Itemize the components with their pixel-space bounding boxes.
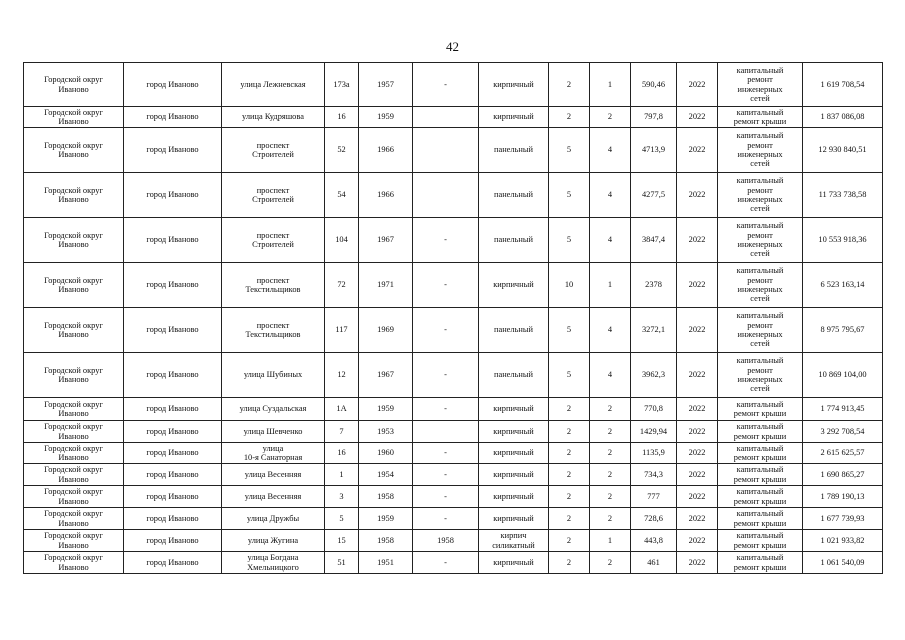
plan-year-cell: 2022	[677, 353, 718, 398]
work-type-cell: капитальный ремонт крыши	[718, 552, 803, 574]
city-cell: город Иваново	[124, 443, 222, 464]
district-cell: Городской округ Иваново	[24, 263, 124, 308]
street-cell: улица Весенняя	[222, 486, 325, 508]
house-number-cell: 117	[325, 308, 359, 353]
floors-cell: 10	[549, 263, 590, 308]
year-built-cell: 1966	[359, 128, 413, 173]
cost-cell: 2 615 625,57	[803, 443, 883, 464]
district-cell: Городской округ Иваново	[24, 530, 124, 552]
table-row	[24, 173, 883, 218]
entrances-cell: 4	[590, 128, 631, 173]
area-cell: 3272,1	[631, 308, 677, 353]
area-cell: 777	[631, 486, 677, 508]
city-cell: город Иваново	[124, 128, 222, 173]
year-reconstructed-cell	[413, 173, 479, 218]
entrances-cell: 2	[590, 552, 631, 574]
wall-material-cell: кирпичный	[479, 464, 549, 486]
street-cell: улица Богдана Хмельницкого	[222, 552, 325, 574]
year-built-cell: 1958	[359, 486, 413, 508]
floors-cell: 2	[549, 63, 590, 107]
house-number-cell: 1	[325, 464, 359, 486]
wall-material-cell: кирпичный	[479, 443, 549, 464]
work-type-cell: капитальный ремонт инженерных сетей	[718, 263, 803, 308]
house-number-cell: 54	[325, 173, 359, 218]
city-cell: город Иваново	[124, 308, 222, 353]
entrances-cell: 4	[590, 353, 631, 398]
year-built-cell: 1959	[359, 398, 413, 421]
entrances-cell: 2	[590, 421, 631, 443]
street-cell: проспект Текстильщиков	[222, 308, 325, 353]
table-row	[24, 218, 883, 263]
city-cell: город Иваново	[124, 218, 222, 263]
entrances-cell: 4	[590, 308, 631, 353]
city-cell: город Иваново	[124, 398, 222, 421]
area-cell: 1135,9	[631, 443, 677, 464]
area-cell: 728,6	[631, 508, 677, 530]
wall-material-cell: кирпичный	[479, 508, 549, 530]
year-built-cell: 1953	[359, 421, 413, 443]
entrances-cell: 2	[590, 443, 631, 464]
city-cell: город Иваново	[124, 530, 222, 552]
table-body	[24, 63, 883, 574]
street-cell: улица Весенняя	[222, 464, 325, 486]
floors-cell: 5	[549, 218, 590, 263]
house-number-cell: 5	[325, 508, 359, 530]
cost-cell: 1 061 540,09	[803, 552, 883, 574]
table-row	[24, 398, 883, 421]
year-built-cell: 1971	[359, 263, 413, 308]
table-row	[24, 421, 883, 443]
work-type-cell: капитальный ремонт инженерных сетей	[718, 353, 803, 398]
table-row	[24, 128, 883, 173]
district-cell: Городской округ Иваново	[24, 63, 124, 107]
house-number-cell: 104	[325, 218, 359, 263]
street-cell: улица Кудряшова	[222, 107, 325, 128]
floors-cell: 2	[549, 107, 590, 128]
plan-year-cell: 2022	[677, 552, 718, 574]
year-built-cell: 1960	[359, 443, 413, 464]
plan-year-cell: 2022	[677, 128, 718, 173]
house-number-cell: 1А	[325, 398, 359, 421]
entrances-cell: 2	[590, 398, 631, 421]
street-cell: проспект Строителей	[222, 128, 325, 173]
district-cell: Городской округ Иваново	[24, 128, 124, 173]
street-cell: улица Шубиных	[222, 353, 325, 398]
house-number-cell: 173а	[325, 63, 359, 107]
entrances-cell: 1	[590, 530, 631, 552]
table-row	[24, 107, 883, 128]
house-number-cell: 16	[325, 443, 359, 464]
district-cell: Городской округ Иваново	[24, 218, 124, 263]
city-cell: город Иваново	[124, 552, 222, 574]
work-type-cell: капитальный ремонт крыши	[718, 464, 803, 486]
cost-cell: 1 837 086,08	[803, 107, 883, 128]
cost-cell: 8 975 795,67	[803, 308, 883, 353]
area-cell: 2378	[631, 263, 677, 308]
cost-cell: 12 930 840,51	[803, 128, 883, 173]
floors-cell: 2	[549, 552, 590, 574]
street-cell: улица 10-я Санаторная	[222, 443, 325, 464]
area-cell: 3962,3	[631, 353, 677, 398]
year-reconstructed-cell: -	[413, 263, 479, 308]
floors-cell: 2	[549, 443, 590, 464]
year-reconstructed-cell: -	[413, 552, 479, 574]
table-row	[24, 353, 883, 398]
cost-cell: 1 021 933,82	[803, 530, 883, 552]
housing-repair-table	[23, 62, 883, 574]
table-row	[24, 552, 883, 574]
street-cell: улица Суздальская	[222, 398, 325, 421]
year-built-cell: 1951	[359, 552, 413, 574]
area-cell: 797,8	[631, 107, 677, 128]
year-built-cell: 1967	[359, 218, 413, 263]
year-reconstructed-cell: -	[413, 398, 479, 421]
floors-cell: 2	[549, 486, 590, 508]
work-type-cell: капитальный ремонт инженерных сетей	[718, 128, 803, 173]
district-cell: Городской округ Иваново	[24, 107, 124, 128]
plan-year-cell: 2022	[677, 464, 718, 486]
area-cell: 4713,9	[631, 128, 677, 173]
floors-cell: 5	[549, 308, 590, 353]
year-reconstructed-cell	[413, 421, 479, 443]
city-cell: город Иваново	[124, 464, 222, 486]
work-type-cell: капитальный ремонт крыши	[718, 530, 803, 552]
work-type-cell: капитальный ремонт инженерных сетей	[718, 218, 803, 263]
area-cell: 4277,5	[631, 173, 677, 218]
table-row	[24, 486, 883, 508]
year-reconstructed-cell: -	[413, 486, 479, 508]
floors-cell: 2	[549, 464, 590, 486]
floors-cell: 5	[549, 173, 590, 218]
work-type-cell: капитальный ремонт крыши	[718, 107, 803, 128]
area-cell: 770,8	[631, 398, 677, 421]
street-cell: улица Лежневская	[222, 63, 325, 107]
year-reconstructed-cell: -	[413, 464, 479, 486]
cost-cell: 6 523 163,14	[803, 263, 883, 308]
work-type-cell: капитальный ремонт инженерных сетей	[718, 308, 803, 353]
floors-cell: 5	[549, 353, 590, 398]
district-cell: Городской округ Иваново	[24, 398, 124, 421]
table-row	[24, 508, 883, 530]
year-reconstructed-cell: -	[413, 353, 479, 398]
plan-year-cell: 2022	[677, 486, 718, 508]
district-cell: Городской округ Иваново	[24, 552, 124, 574]
city-cell: город Иваново	[124, 421, 222, 443]
street-cell: улица Дружбы	[222, 508, 325, 530]
area-cell: 1429,94	[631, 421, 677, 443]
entrances-cell: 1	[590, 263, 631, 308]
house-number-cell: 3	[325, 486, 359, 508]
wall-material-cell: панельный	[479, 308, 549, 353]
year-built-cell: 1959	[359, 508, 413, 530]
plan-year-cell: 2022	[677, 308, 718, 353]
house-number-cell: 52	[325, 128, 359, 173]
house-number-cell: 7	[325, 421, 359, 443]
house-number-cell: 51	[325, 552, 359, 574]
year-reconstructed-cell: -	[413, 63, 479, 107]
work-type-cell: капитальный ремонт инженерных сетей	[718, 63, 803, 107]
entrances-cell: 4	[590, 173, 631, 218]
floors-cell: 2	[549, 398, 590, 421]
entrances-cell: 2	[590, 508, 631, 530]
wall-material-cell: панельный	[479, 353, 549, 398]
house-number-cell: 15	[325, 530, 359, 552]
district-cell: Городской округ Иваново	[24, 464, 124, 486]
wall-material-cell: кирпичный	[479, 107, 549, 128]
year-reconstructed-cell	[413, 128, 479, 173]
page-number: 42	[446, 39, 459, 54]
city-cell: город Иваново	[124, 107, 222, 128]
year-built-cell: 1957	[359, 63, 413, 107]
year-reconstructed-cell: -	[413, 508, 479, 530]
area-cell: 443,8	[631, 530, 677, 552]
work-type-cell: капитальный ремонт крыши	[718, 486, 803, 508]
floors-cell: 5	[549, 128, 590, 173]
wall-material-cell: панельный	[479, 128, 549, 173]
wall-material-cell: кирпичный	[479, 398, 549, 421]
house-number-cell: 16	[325, 107, 359, 128]
table-row	[24, 443, 883, 464]
cost-cell: 11 733 738,58	[803, 173, 883, 218]
wall-material-cell: кирпичный	[479, 486, 549, 508]
year-built-cell: 1969	[359, 308, 413, 353]
plan-year-cell: 2022	[677, 508, 718, 530]
year-reconstructed-cell	[413, 107, 479, 128]
house-number-cell: 72	[325, 263, 359, 308]
district-cell: Городской округ Иваново	[24, 443, 124, 464]
district-cell: Городской округ Иваново	[24, 173, 124, 218]
plan-year-cell: 2022	[677, 398, 718, 421]
work-type-cell: капитальный ремонт крыши	[718, 421, 803, 443]
wall-material-cell: кирпичный	[479, 63, 549, 107]
entrances-cell: 2	[590, 107, 631, 128]
plan-year-cell: 2022	[677, 173, 718, 218]
area-cell: 734,3	[631, 464, 677, 486]
entrances-cell: 1	[590, 63, 631, 107]
street-cell: проспект Строителей	[222, 173, 325, 218]
cost-cell: 1 789 190,13	[803, 486, 883, 508]
cost-cell: 1 677 739,93	[803, 508, 883, 530]
year-built-cell: 1959	[359, 107, 413, 128]
plan-year-cell: 2022	[677, 107, 718, 128]
wall-material-cell: панельный	[479, 218, 549, 263]
street-cell: проспект Строителей	[222, 218, 325, 263]
work-type-cell: капитальный ремонт крыши	[718, 398, 803, 421]
year-reconstructed-cell: -	[413, 218, 479, 263]
plan-year-cell: 2022	[677, 421, 718, 443]
city-cell: город Иваново	[124, 353, 222, 398]
table-row	[24, 464, 883, 486]
district-cell: Городской округ Иваново	[24, 421, 124, 443]
district-cell: Городской округ Иваново	[24, 353, 124, 398]
table-row	[24, 263, 883, 308]
table-row	[24, 530, 883, 552]
cost-cell: 10 553 918,36	[803, 218, 883, 263]
district-cell: Городской округ Иваново	[24, 308, 124, 353]
year-reconstructed-cell: -	[413, 308, 479, 353]
plan-year-cell: 2022	[677, 63, 718, 107]
cost-cell: 1 619 708,54	[803, 63, 883, 107]
floors-cell: 2	[549, 508, 590, 530]
area-cell: 3847,4	[631, 218, 677, 263]
wall-material-cell: кирпичный	[479, 421, 549, 443]
work-type-cell: капитальный ремонт инженерных сетей	[718, 173, 803, 218]
entrances-cell: 4	[590, 218, 631, 263]
entrances-cell: 2	[590, 464, 631, 486]
floors-cell: 2	[549, 530, 590, 552]
city-cell: город Иваново	[124, 173, 222, 218]
entrances-cell: 2	[590, 486, 631, 508]
street-cell: улица Жугина	[222, 530, 325, 552]
wall-material-cell: панельный	[479, 173, 549, 218]
wall-material-cell: кирпич силикатный	[479, 530, 549, 552]
cost-cell: 10 869 104,00	[803, 353, 883, 398]
table-row	[24, 63, 883, 107]
city-cell: город Иваново	[124, 63, 222, 107]
plan-year-cell: 2022	[677, 263, 718, 308]
area-cell: 461	[631, 552, 677, 574]
city-cell: город Иваново	[124, 508, 222, 530]
year-built-cell: 1954	[359, 464, 413, 486]
plan-year-cell: 2022	[677, 443, 718, 464]
area-cell: 590,46	[631, 63, 677, 107]
floors-cell: 2	[549, 421, 590, 443]
district-cell: Городской округ Иваново	[24, 508, 124, 530]
district-cell: Городской округ Иваново	[24, 486, 124, 508]
city-cell: город Иваново	[124, 263, 222, 308]
year-built-cell: 1967	[359, 353, 413, 398]
work-type-cell: капитальный ремонт крыши	[718, 443, 803, 464]
wall-material-cell: кирпичный	[479, 263, 549, 308]
year-built-cell: 1958	[359, 530, 413, 552]
plan-year-cell: 2022	[677, 218, 718, 263]
cost-cell: 3 292 708,54	[803, 421, 883, 443]
wall-material-cell: кирпичный	[479, 552, 549, 574]
plan-year-cell: 2022	[677, 530, 718, 552]
work-type-cell: капитальный ремонт крыши	[718, 508, 803, 530]
street-cell: улица Шевченко	[222, 421, 325, 443]
year-reconstructed-cell: -	[413, 443, 479, 464]
city-cell: город Иваново	[124, 486, 222, 508]
year-built-cell: 1966	[359, 173, 413, 218]
cost-cell: 1 774 913,45	[803, 398, 883, 421]
house-number-cell: 12	[325, 353, 359, 398]
year-reconstructed-cell: 1958	[413, 530, 479, 552]
table-row	[24, 308, 883, 353]
cost-cell: 1 690 865,27	[803, 464, 883, 486]
street-cell: проспект Текстильщиков	[222, 263, 325, 308]
